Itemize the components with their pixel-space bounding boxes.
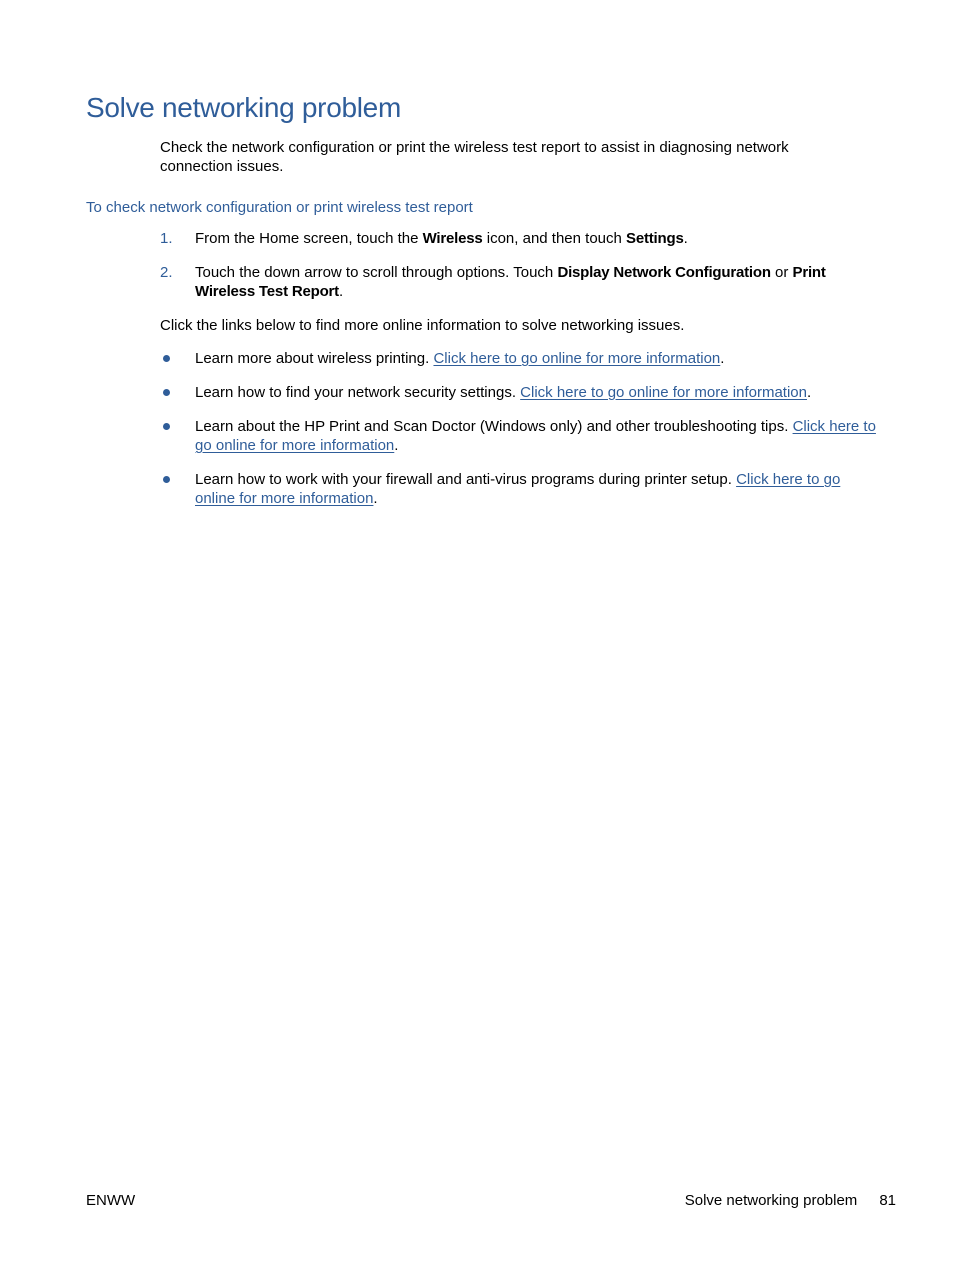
display-network-configuration-label: Display Network Configuration [557, 264, 771, 281]
list-item-text: Learn about the HP Print and Scan Doctor (Windows only) and other troubleshooting tips. Click here to go online for more information. [195, 418, 876, 454]
bullet-icon [163, 389, 170, 396]
online-info-link[interactable]: Click here to go online for more information [520, 384, 807, 401]
wireless-label: Wireless [422, 230, 483, 247]
step-number: 1. [160, 230, 173, 247]
online-info-link[interactable]: Click here to go online for more information [195, 418, 876, 454]
list-item [160, 470, 876, 508]
footer-section-title: Solve networking problem [684, 1192, 858, 1209]
step-number: 2. [160, 264, 173, 281]
step-item [160, 229, 876, 248]
settings-label: Settings [626, 230, 684, 247]
step-text: From the Home screen, touch the Wireless icon, and then touch Settings. [195, 230, 688, 247]
page-number: 81 [879, 1192, 896, 1209]
list-item-text: Learn how to work with your firewall and anti-virus programs during printer setup. Click here to go online for more information. [195, 471, 841, 507]
footer-section-info [685, 1191, 896, 1210]
intro-paragraph: Check the network configuration or print the wireless test report to assist in diagnosing network connection issues. [160, 139, 789, 175]
bullet-icon [163, 355, 170, 362]
footer-locale: ENWW [86, 1192, 136, 1209]
online-info-link[interactable]: Click here to go online for more information [433, 350, 721, 367]
list-item [160, 383, 876, 402]
links-intro-paragraph: Click the links below to find more online information to solve networking issues. [160, 317, 685, 334]
list-item [160, 417, 876, 455]
page-title: Solve networking problem [86, 92, 401, 123]
list-item-text: Learn more about wireless printing. Click here to go online for more information. [195, 350, 725, 367]
bullet-icon [163, 423, 170, 430]
bullet-icon [163, 476, 170, 483]
step-text: Touch the down arrow to scroll through options. Touch Display Network Configuration or Print Wireless Test Report. [195, 264, 826, 300]
print-wireless-test-report-label: Print Wireless Test Report [195, 264, 826, 300]
online-info-link[interactable]: Click here to go online for more information [195, 471, 841, 507]
list-item-text: Learn how to find your network security settings. Click here to go online for more information. [195, 384, 812, 401]
step-item [160, 263, 876, 301]
procedure-heading: To check network configuration or print wireless test report [86, 199, 473, 216]
list-item [160, 349, 876, 368]
